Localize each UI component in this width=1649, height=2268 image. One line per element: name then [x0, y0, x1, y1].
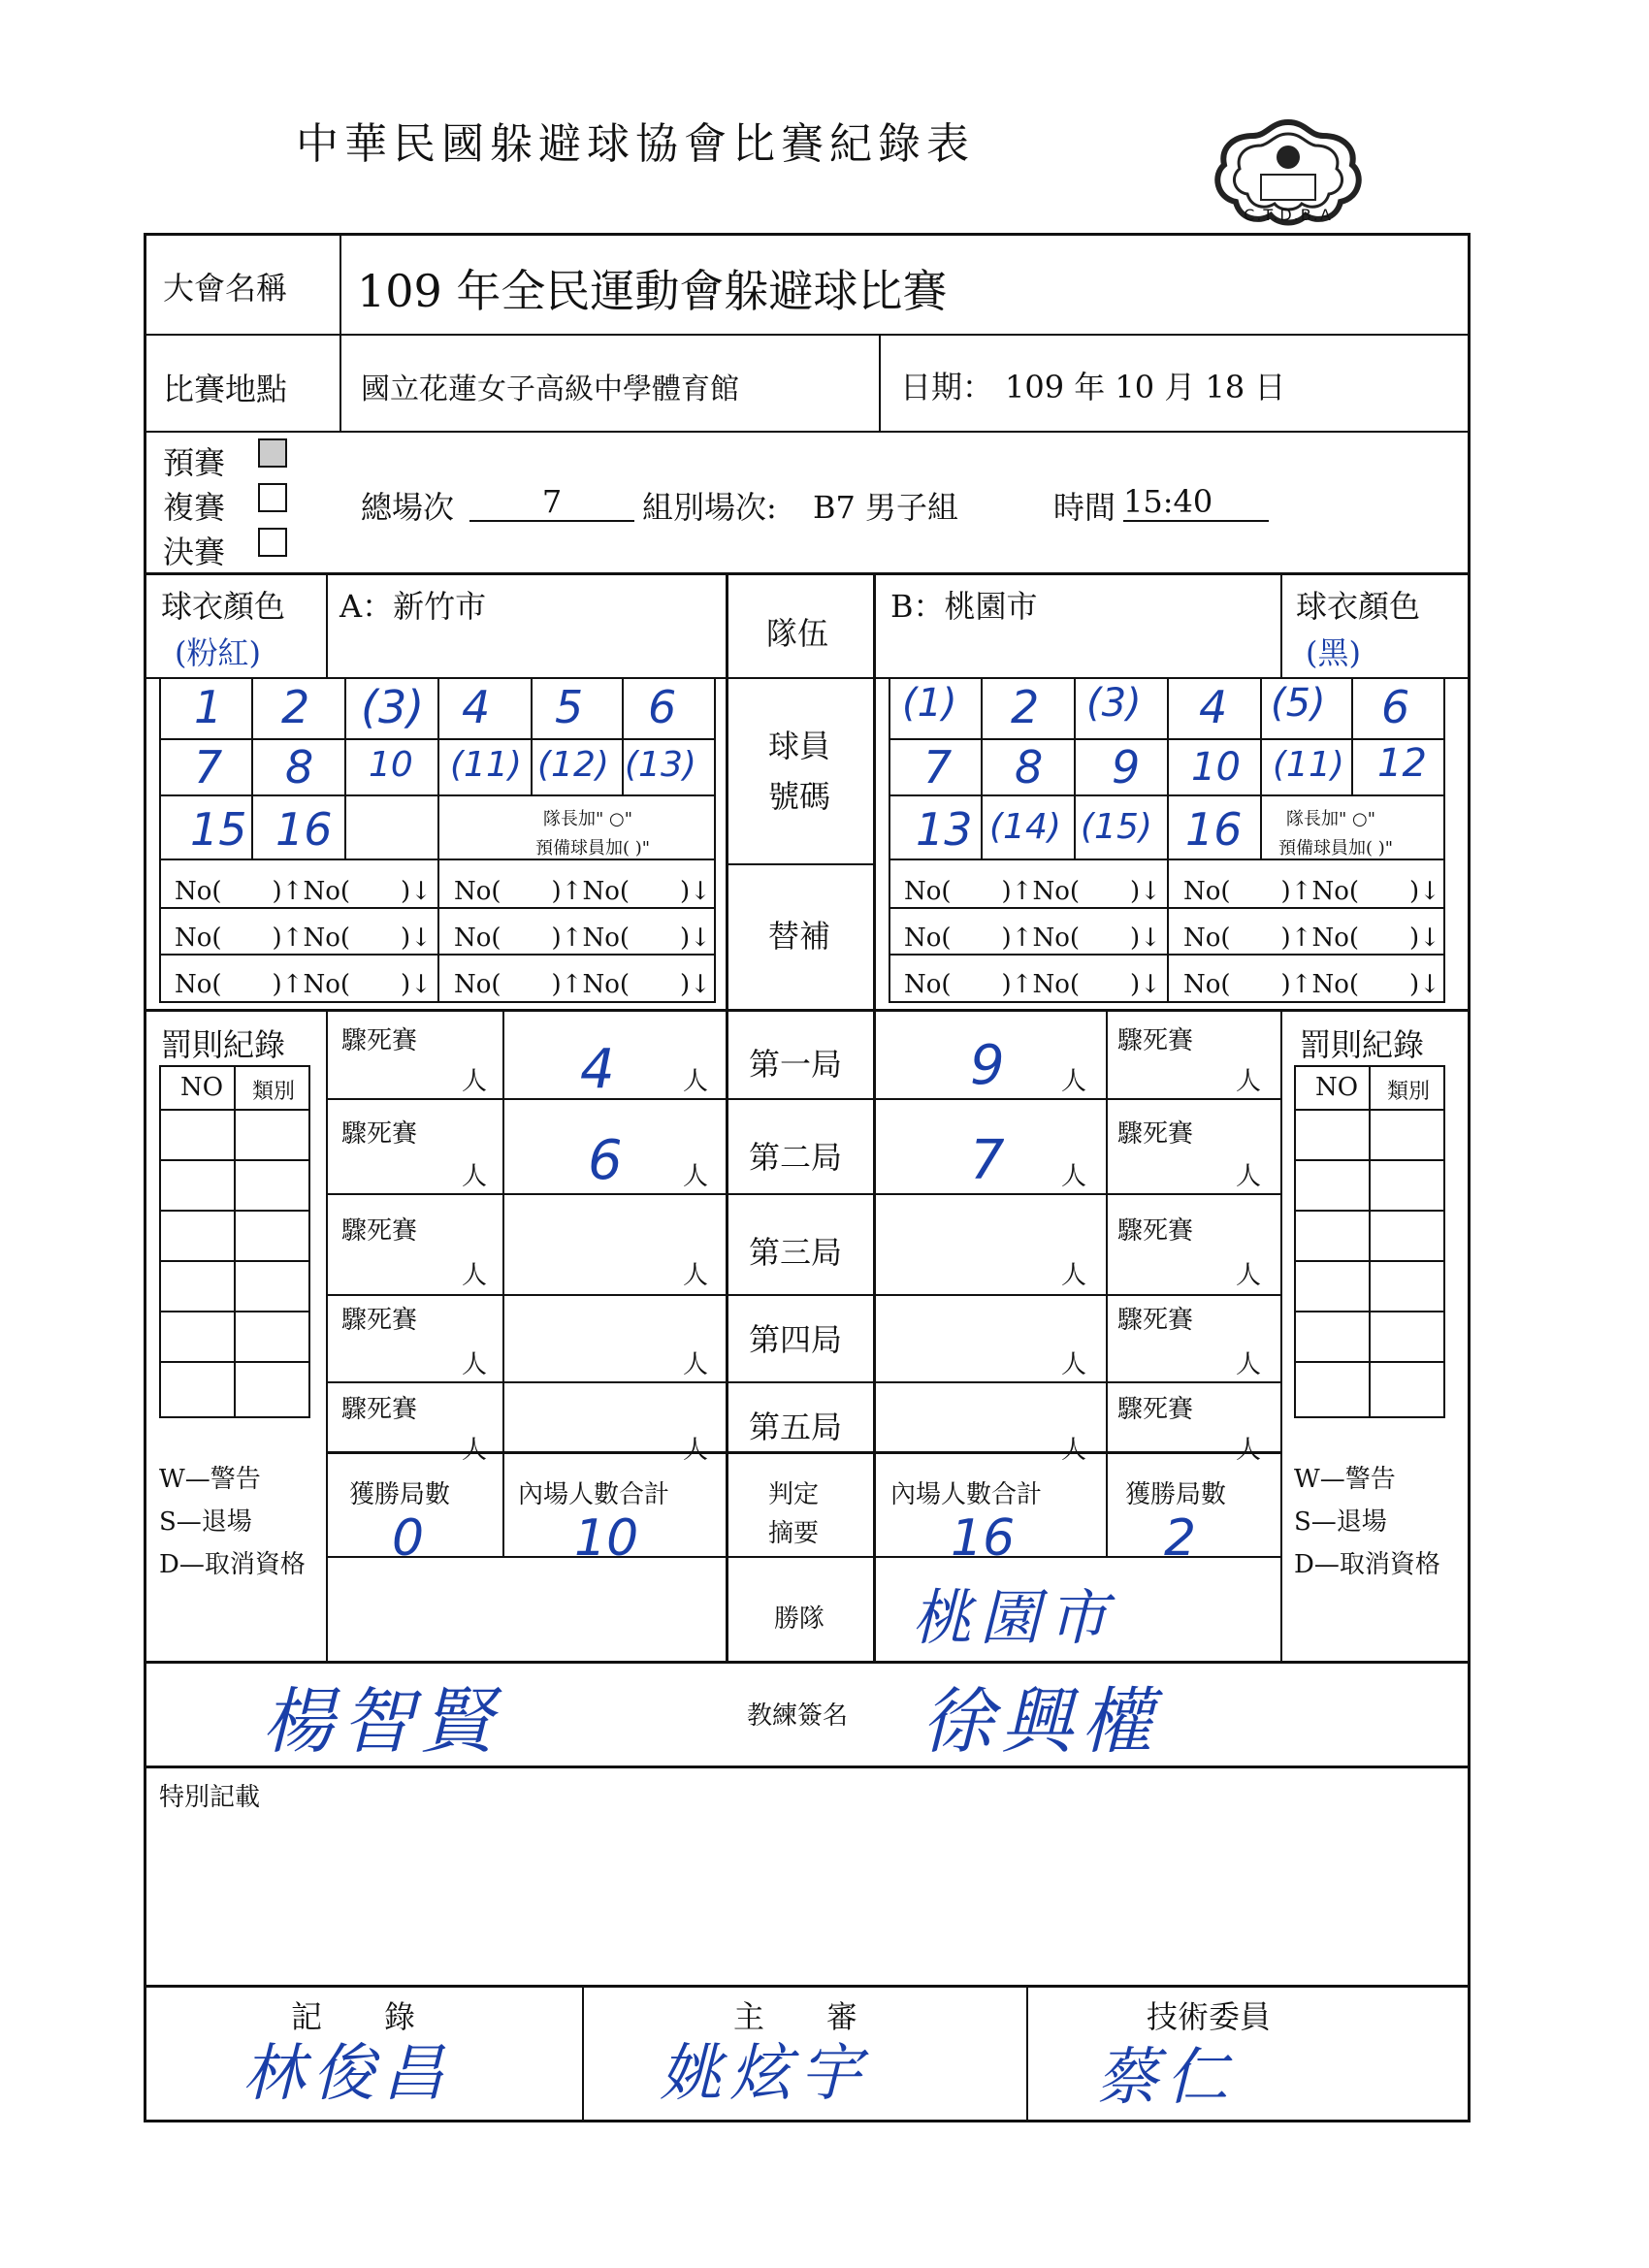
event-label: 大會名稱	[163, 270, 288, 307]
penalty-col-no: NO	[1315, 1073, 1359, 1102]
players-label-1: 球員	[768, 728, 831, 764]
sudden-death-a: 驟死賽	[341, 1216, 418, 1246]
col-line	[726, 572, 728, 1661]
sub-cell: No( )↑No( )↓	[1183, 877, 1440, 906]
row-line	[726, 863, 873, 865]
venue-value: 國立花蓮女子高級中學體育館	[361, 373, 739, 406]
penalty-label-b: 罰則紀錄	[1300, 1026, 1425, 1063]
sub-cell: No( )↑No( )↓	[904, 923, 1161, 953]
team-b-player: (5)	[1271, 681, 1326, 726]
team-b-player: 8	[1015, 741, 1044, 794]
special-notes-label: 特別記載	[159, 1783, 261, 1812]
summary-label-2: 摘要	[768, 1519, 820, 1548]
col-line	[1280, 572, 1282, 677]
person-unit: 人	[1061, 1350, 1087, 1379]
person-unit: 人	[462, 1350, 488, 1379]
col-line	[873, 572, 876, 1661]
team-b-total-label: 內場人數合計	[890, 1480, 1043, 1509]
sub-cell: No( )↑No( )↓	[454, 970, 711, 999]
col-line	[1026, 1985, 1028, 2122]
team-a-player: 10	[369, 745, 413, 785]
team-a-name: A：新竹市	[340, 588, 487, 625]
referee-signature: 姚炫宇	[660, 2038, 869, 2110]
sudden-death-a: 驟死賽	[341, 1306, 418, 1335]
team-a-player: 4	[462, 681, 491, 733]
stage-prelim-label: 預賽	[163, 444, 226, 481]
person-unit: 人	[1236, 1067, 1262, 1096]
row-line	[144, 572, 1471, 575]
team-b-player: (14)	[989, 807, 1061, 847]
sub-cell: No( )↑No( )↓	[1183, 923, 1440, 953]
form-title: 中華民國躲避球協會比賽紀錄表	[296, 119, 975, 169]
legend-warning: W—警告	[159, 1465, 261, 1494]
sudden-death-b: 驟死賽	[1117, 1306, 1194, 1335]
group-value: B7 男子組	[813, 489, 959, 526]
person-unit: 人	[462, 1067, 488, 1096]
row-line	[144, 431, 1471, 433]
team-b-round-2-score: 7	[970, 1129, 1005, 1192]
group-label: 組別場次:	[642, 489, 777, 526]
team-a-wins-label: 獲勝局數	[349, 1480, 451, 1509]
team-a-player: 7	[194, 741, 223, 794]
stage-final-checkbox	[258, 528, 287, 557]
legend-ejection: S—退場	[159, 1507, 252, 1537]
team-a-round-2-score: 6	[588, 1129, 623, 1192]
row-line	[144, 1009, 1471, 1012]
team-b-player: 4	[1199, 681, 1228, 733]
team-b-player: 2	[1011, 681, 1040, 733]
person-unit: 人	[1236, 1436, 1262, 1465]
players-label-2: 號碼	[768, 778, 831, 815]
sudden-death-a: 驟死賽	[341, 1119, 418, 1149]
team-b-player: 7	[923, 741, 953, 794]
person-unit: 人	[683, 1067, 709, 1096]
team-label: 隊伍	[766, 615, 829, 652]
team-a-player: (12)	[537, 745, 609, 785]
row-line	[326, 1381, 1280, 1383]
person-unit: 人	[1061, 1436, 1087, 1465]
person-unit: 人	[1236, 1261, 1262, 1290]
time-value: 15:40	[1123, 483, 1269, 522]
coach-label: 教練簽名	[747, 1701, 849, 1731]
sub-cell: No( )↑No( )↓	[454, 923, 711, 953]
tech-committee-signature: 蔡仁	[1096, 2042, 1236, 2114]
round-5-label: 第五局	[749, 1409, 843, 1445]
legend-warning: W—警告	[1294, 1465, 1396, 1494]
team-a-wins-value: 0	[392, 1509, 425, 1568]
team-b-player: (15)	[1081, 807, 1152, 847]
logo-text: C.T.D.B.A	[1244, 206, 1333, 224]
stage-prelim-checkbox	[258, 438, 287, 468]
team-b-name: B：桃園市	[890, 588, 1038, 625]
team-a-total-value: 10	[574, 1509, 639, 1568]
col-line	[1106, 1451, 1108, 1556]
round-3-label: 第三局	[749, 1234, 843, 1271]
legend-disqualify: D—取消資格	[1294, 1550, 1440, 1579]
person-unit: 人	[462, 1436, 488, 1465]
sudden-death-b: 驟死賽	[1117, 1119, 1194, 1149]
penalty-col-no: NO	[180, 1073, 224, 1102]
event-name: 109 年全民運動會躲避球比賽	[357, 265, 948, 317]
sub-cell: No( )↑No( )↓	[904, 877, 1161, 906]
team-b-player: 12	[1377, 741, 1427, 786]
penalty-table-b	[1294, 1065, 1445, 1418]
row-line	[144, 1661, 1471, 1664]
col-line	[502, 1009, 504, 1451]
team-b-player: (3)	[1086, 681, 1142, 726]
team-a-player: 8	[285, 741, 314, 794]
sub-cell: No( )↑No( )↓	[454, 877, 711, 906]
reserve-note: 預備球員加( )"	[1278, 838, 1394, 859]
date-label: 日期：	[900, 369, 994, 405]
person-unit: 人	[1061, 1067, 1087, 1096]
row-line	[726, 677, 873, 679]
winner-label: 勝隊	[774, 1604, 825, 1634]
team-b-player: (11)	[1273, 745, 1344, 785]
date-value: 109 年 10 月 18 日	[1005, 369, 1286, 405]
row-line	[326, 1098, 1280, 1100]
team-b-player: 9	[1112, 741, 1141, 794]
col-line	[1280, 1009, 1282, 1661]
sub-cell: No( )↑No( )↓	[175, 923, 432, 953]
match-no-value: 7	[469, 483, 634, 522]
form-frame	[144, 233, 1471, 2122]
col-line	[326, 1009, 328, 1661]
team-a-jersey-value: (粉紅)	[175, 634, 261, 671]
col-line	[879, 334, 881, 431]
stage-second-label: 複賽	[163, 489, 226, 526]
col-line	[326, 572, 328, 677]
team-a-player: 6	[648, 681, 677, 733]
person-unit: 人	[462, 1162, 488, 1191]
stage-final-label: 決賽	[163, 534, 226, 570]
team-a-jersey-label: 球衣顏色	[161, 588, 286, 625]
team-b-coach-signature: 徐興權	[922, 1680, 1160, 1764]
penalty-col-type: 類別	[1387, 1080, 1431, 1104]
team-b-wins-value: 2	[1164, 1509, 1197, 1568]
team-b-player: 13	[916, 803, 973, 856]
team-a-player: 5	[555, 681, 584, 733]
sudden-death-a: 驟死賽	[341, 1395, 418, 1424]
person-unit: 人	[683, 1350, 709, 1379]
person-unit: 人	[1061, 1162, 1087, 1191]
team-a-player: 16	[275, 803, 333, 856]
person-unit: 人	[462, 1261, 488, 1290]
captain-note: 隊長加" ○"	[543, 809, 632, 829]
legend-disqualify: D—取消資格	[159, 1550, 306, 1579]
winner-value: 桃園市	[912, 1582, 1116, 1653]
row-line	[144, 1985, 1471, 1988]
team-a-player: 1	[194, 681, 223, 733]
recorder-label: 記 錄	[291, 1998, 416, 2035]
row-line	[326, 1294, 1280, 1296]
team-b-player: 6	[1381, 681, 1410, 733]
round-4-label: 第四局	[749, 1321, 843, 1358]
row-line	[326, 1193, 1280, 1195]
person-unit: 人	[1236, 1162, 1262, 1191]
team-b-total-value: 16	[951, 1509, 1016, 1568]
sudden-death-b: 驟死賽	[1117, 1216, 1194, 1246]
sub-cell: No( )↑No( )↓	[904, 970, 1161, 999]
team-a-coach-signature: 楊智賢	[262, 1680, 501, 1764]
captain-note: 隊長加" ○"	[1286, 809, 1375, 829]
reserve-note: 預備球員加( )"	[535, 838, 651, 859]
team-a-player: (13)	[625, 745, 696, 785]
team-a-player: (3)	[361, 681, 425, 733]
sudden-death-b: 驟死賽	[1117, 1026, 1194, 1055]
col-line	[502, 1451, 504, 1556]
team-b-wins-label: 獲勝局數	[1125, 1480, 1227, 1509]
summary-label-1: 判定	[768, 1480, 820, 1509]
team-a-player: (11)	[450, 745, 522, 785]
tech-committee-label: 技術委員	[1147, 1998, 1272, 2035]
sub-cell: No( )↑No( )↓	[1183, 970, 1440, 999]
person-unit: 人	[683, 1261, 709, 1290]
time-label: 時間	[1053, 489, 1116, 526]
sudden-death-a: 驟死賽	[341, 1026, 418, 1055]
recorder-signature: 林俊昌	[242, 2038, 452, 2110]
col-line	[582, 1985, 584, 2122]
person-unit: 人	[683, 1162, 709, 1191]
penalty-col-type: 類別	[252, 1080, 296, 1104]
penalty-label-a: 罰則紀錄	[161, 1026, 286, 1063]
row-line	[326, 1556, 1280, 1558]
venue-label: 比賽地點	[163, 371, 288, 407]
penalty-table-a	[159, 1065, 310, 1418]
stage-second-checkbox	[258, 483, 287, 512]
sudden-death-b: 驟死賽	[1117, 1395, 1194, 1424]
team-a-player: 15	[190, 803, 247, 856]
person-unit: 人	[1061, 1261, 1087, 1290]
team-b-player: 16	[1185, 803, 1243, 856]
team-b-player: 10	[1191, 745, 1241, 790]
team-b-round-1-score: 9	[970, 1034, 1005, 1097]
round-2-label: 第二局	[749, 1139, 843, 1176]
match-no-label: 總場次	[361, 489, 455, 526]
team-b-player: (1)	[902, 681, 957, 726]
row-line	[144, 334, 1471, 336]
team-a-player: 2	[281, 681, 310, 733]
person-unit: 人	[1236, 1350, 1262, 1379]
person-unit: 人	[683, 1436, 709, 1465]
team-b-jersey-label: 球衣顏色	[1296, 588, 1421, 625]
col-line	[340, 233, 341, 431]
sub-label: 替補	[768, 918, 831, 955]
sub-cell: No( )↑No( )↓	[175, 877, 432, 906]
legend-ejection: S—退場	[1294, 1507, 1387, 1537]
referee-label: 主 審	[733, 1998, 858, 2035]
round-1-label: 第一局	[749, 1046, 843, 1083]
sub-cell: No( )↑No( )↓	[175, 970, 432, 999]
team-a-round-1-score: 4	[580, 1038, 615, 1101]
team-a-total-label: 內場人數合計	[518, 1480, 670, 1509]
col-line	[1106, 1009, 1108, 1451]
team-b-jersey-value: (黑)	[1306, 634, 1361, 671]
